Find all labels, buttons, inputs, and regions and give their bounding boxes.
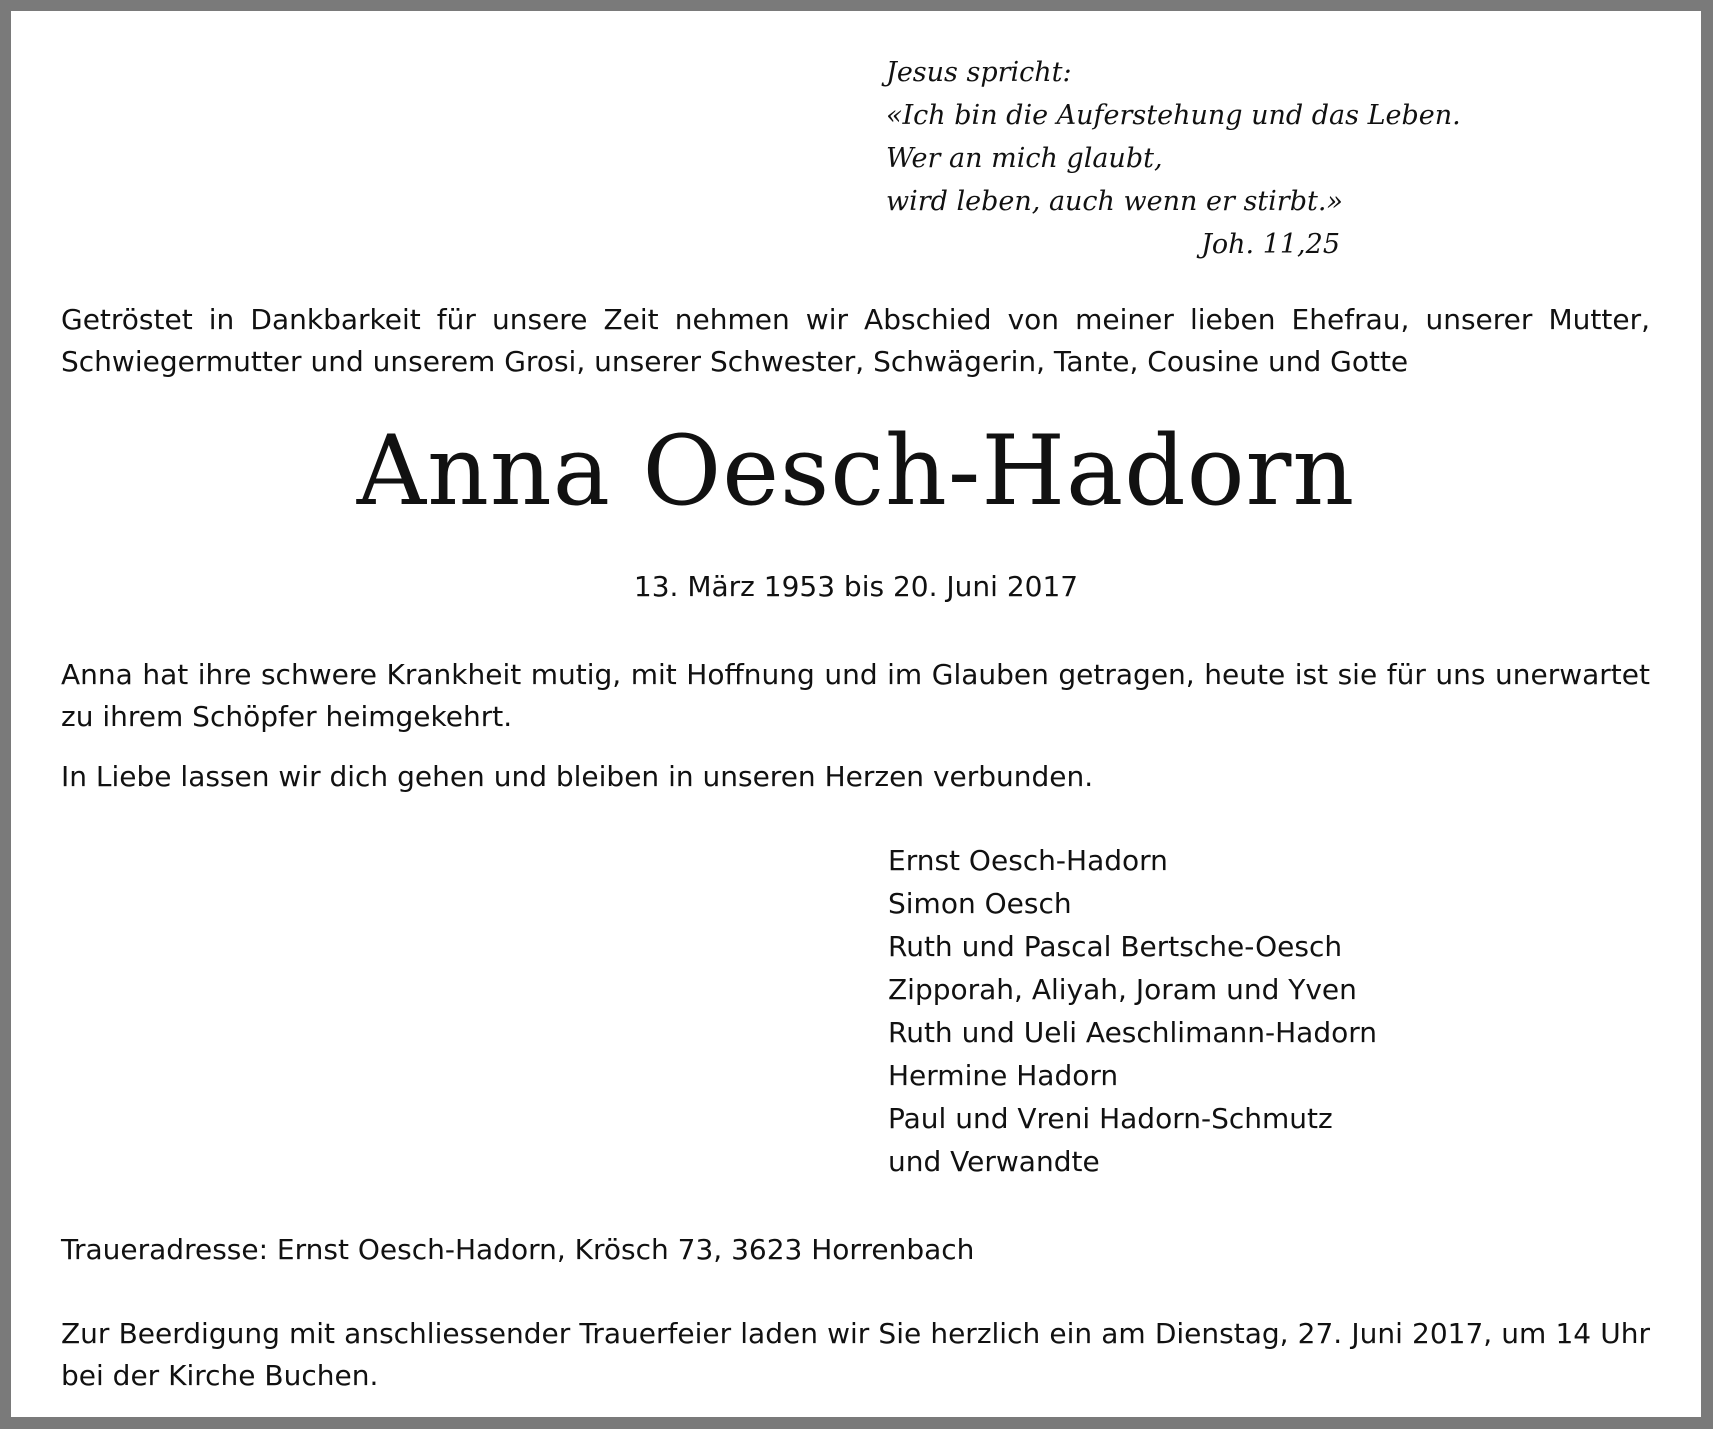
verse-line: «Ich bin die Auferstehung und das Leben. <box>886 100 1461 131</box>
intro-text: Getröstet in Dankbarkeit für unsere Zeit nehmen wir Abschied von meiner lieben Ehefrau, unserer Mutter, Schwiegermutter und unserem Grosi, unserer Schwester, Schwägerin, Tante, Cousine und Gotte <box>61 303 1650 378</box>
mourner-name: Hermine Hadorn <box>888 1059 1119 1092</box>
mourner-name: Simon Oesch <box>888 887 1072 920</box>
mourner-name: Ruth und Ueli Aeschlimann-Hadorn <box>888 1016 1378 1049</box>
deceased-name: Anna Oesch-Hadorn <box>356 415 1356 527</box>
mourner-name: und Verwandte <box>888 1145 1100 1178</box>
verse-line: Wer an mich glaubt, <box>886 143 1163 174</box>
verse-line: wird leben, auch wenn er stirbt.» <box>886 186 1343 217</box>
mourners-list <box>888 839 1377 1183</box>
mourner-name: Ernst Oesch-Hadorn <box>888 844 1168 877</box>
mourner-name: Paul und Vreni Hadorn-Schmutz <box>888 1102 1333 1135</box>
mourning-address: Traueradresse: Ernst Oesch-Hadorn, Krösch 73, 3623 Horrenbach <box>61 1233 975 1266</box>
obituary-notice <box>11 11 1701 1417</box>
bible-verse <box>886 51 1486 266</box>
paragraph-farewell: In Liebe lassen wir dich gehen und bleiben in unseren Herzen verbunden. <box>61 760 1094 793</box>
funeral-notice: Zur Beerdigung mit anschliessender Trauerfeier laden wir Sie herzlich ein am Dienstag, 27. Juni 2017, um 14 Uhr bei der Kirche Buchen. <box>61 1317 1650 1392</box>
mourner-name: Zipporah, Aliyah, Joram und Yven <box>888 973 1357 1006</box>
paragraph-illness: Anna hat ihre schwere Krankheit mutig, mit Hoffnung und im Glauben getragen, heute ist sie für uns unerwartet zu ihrem Schöpfer heimgekehrt. <box>61 658 1650 733</box>
mourner-name: Ruth und Pascal Bertsche-Oesch <box>888 930 1343 963</box>
life-dates: 13. März 1953 bis 20. Juni 2017 <box>633 570 1079 603</box>
verse-reference: Joh. 11,25 <box>1201 229 1340 260</box>
verse-line: Jesus spricht: <box>886 57 1072 88</box>
